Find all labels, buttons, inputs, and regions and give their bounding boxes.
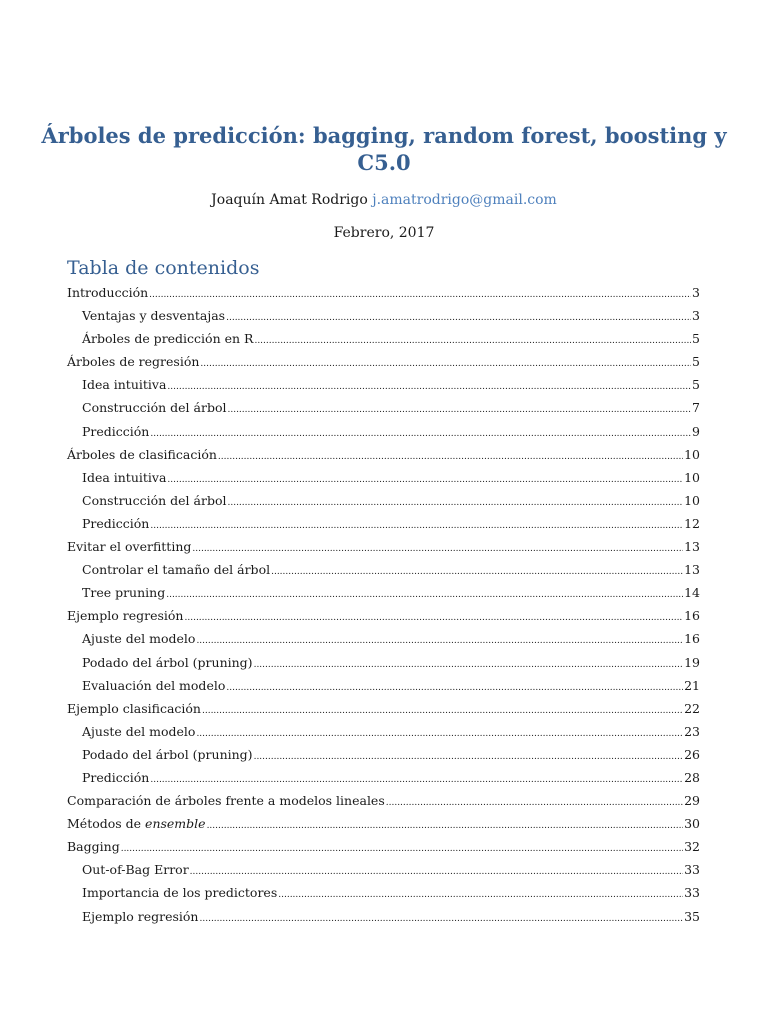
toc-entry-title: Bagging bbox=[67, 839, 120, 855]
toc-dot-leader bbox=[150, 515, 683, 538]
toc-entry-title: Ventajas y desventajas bbox=[82, 308, 226, 324]
toc-entry[interactable] bbox=[67, 905, 700, 928]
toc-dot-leader bbox=[271, 561, 683, 584]
toc-entry-page-number: 3 bbox=[692, 285, 700, 300]
toc-entry[interactable] bbox=[67, 766, 700, 789]
toc-entry-title: Construcción del árbol bbox=[82, 492, 227, 508]
toc-entry[interactable] bbox=[67, 558, 700, 581]
toc-dot-leader bbox=[207, 815, 684, 838]
toc-dot-leader bbox=[200, 908, 684, 931]
toc-entry[interactable] bbox=[67, 604, 700, 627]
toc-entry[interactable] bbox=[67, 466, 700, 489]
table-of-contents bbox=[67, 281, 700, 928]
toc-dot-leader bbox=[254, 746, 684, 769]
toc-entry-title: Predicción bbox=[82, 515, 150, 531]
toc-entry-page-number: 7 bbox=[692, 400, 700, 416]
toc-entry-title: Predicción bbox=[82, 423, 150, 439]
toc-entry[interactable] bbox=[67, 489, 700, 512]
toc-entry-title: Árboles de clasificación bbox=[67, 446, 217, 462]
toc-entry-page-number: 16 bbox=[684, 631, 700, 647]
toc-entry[interactable] bbox=[67, 327, 700, 350]
toc-entry-title: Construcción del árbol bbox=[82, 400, 227, 416]
toc-entry[interactable] bbox=[67, 835, 700, 858]
toc-entry[interactable] bbox=[67, 512, 700, 535]
toc-entry[interactable] bbox=[67, 858, 700, 881]
toc-entry[interactable] bbox=[67, 812, 700, 835]
toc-dot-leader bbox=[167, 376, 691, 399]
toc-entry-page-number: 10 bbox=[684, 469, 700, 485]
toc-entry-title: Evaluación del modelo bbox=[82, 677, 226, 693]
toc-entry-title: Ejemplo regresión bbox=[67, 608, 184, 624]
toc-dot-leader bbox=[254, 654, 684, 677]
toc-dot-leader bbox=[226, 677, 683, 700]
toc-entry[interactable] bbox=[67, 881, 700, 904]
toc-entry-title: Ejemplo clasificación bbox=[67, 700, 201, 716]
toc-entry-page-number: 13 bbox=[684, 562, 700, 578]
toc-dot-leader bbox=[200, 353, 691, 376]
toc-entry[interactable] bbox=[67, 281, 700, 304]
toc-entry-title: Introducción bbox=[67, 285, 149, 300]
toc-entry-page-number: 16 bbox=[684, 608, 700, 624]
toc-dot-leader bbox=[185, 607, 684, 630]
toc-entry[interactable] bbox=[67, 720, 700, 743]
toc-dot-leader bbox=[226, 307, 691, 330]
toc-entry[interactable] bbox=[67, 373, 700, 396]
toc-entry-page-number: 19 bbox=[684, 654, 700, 670]
toc-entry[interactable] bbox=[67, 674, 700, 697]
toc-entry[interactable] bbox=[67, 581, 700, 604]
toc-entry-title: Importancia de los predictores bbox=[82, 885, 278, 901]
toc-dot-leader bbox=[227, 399, 691, 422]
toc-entry[interactable] bbox=[67, 697, 700, 720]
toc-entry-title: Ajuste del modelo bbox=[82, 723, 196, 739]
toc-entry[interactable] bbox=[67, 420, 700, 443]
toc-entry[interactable] bbox=[67, 743, 700, 766]
toc-entry[interactable] bbox=[67, 627, 700, 650]
toc-entry-title: Ajuste del modelo bbox=[82, 631, 196, 647]
toc-entry-title: Podado del árbol (pruning) bbox=[82, 654, 253, 670]
toc-entry-page-number: 28 bbox=[684, 769, 700, 785]
toc-entry-page-number: 5 bbox=[692, 331, 700, 347]
toc-entry-title: Ejemplo regresión bbox=[82, 908, 199, 924]
toc-entry-title: Comparación de árboles frente a modelos lineales bbox=[67, 793, 385, 809]
toc-entry-page-number: 29 bbox=[684, 793, 700, 809]
author-name: Joaquín Amat Rodrigo bbox=[211, 192, 368, 208]
toc-dot-leader bbox=[121, 838, 683, 861]
toc-entry-page-number: 32 bbox=[684, 839, 700, 855]
toc-entry-page-number: 5 bbox=[692, 377, 700, 393]
toc-entry-title: Idea intuitiva bbox=[82, 377, 167, 393]
toc-dot-leader bbox=[167, 469, 683, 492]
toc-dot-leader bbox=[278, 884, 683, 907]
toc-entry[interactable] bbox=[67, 304, 700, 327]
toc-entry[interactable] bbox=[67, 443, 700, 466]
toc-entry-title: Evitar el overfitting bbox=[67, 539, 192, 555]
toc-entry-page-number: 10 bbox=[684, 492, 700, 508]
toc-dot-leader bbox=[227, 492, 683, 515]
toc-entry-page-number: 10 bbox=[684, 446, 700, 462]
toc-entry-title-emphasis: ensemble bbox=[145, 816, 206, 832]
toc-entry-title: Tree pruning bbox=[82, 585, 166, 601]
toc-entry-page-number: 14 bbox=[684, 585, 700, 601]
toc-entry-page-number: 22 bbox=[684, 700, 700, 716]
toc-entry-page-number: 23 bbox=[684, 723, 700, 739]
toc-entry[interactable] bbox=[67, 535, 700, 558]
toc-entry-page-number: 30 bbox=[684, 816, 700, 832]
toc-dot-leader bbox=[202, 700, 683, 723]
document-title: Árboles de predicción: bagging, random forest, boosting y C5.0 bbox=[41, 123, 727, 175]
document-date: Febrero, 2017 bbox=[333, 225, 435, 241]
toc-dot-leader bbox=[218, 446, 683, 469]
toc-dot-leader bbox=[254, 330, 691, 353]
toc-heading: Tabla de contenidos bbox=[67, 257, 260, 279]
toc-entry[interactable] bbox=[67, 396, 700, 419]
toc-entry-page-number: 5 bbox=[692, 354, 700, 370]
toc-entry-page-number: 33 bbox=[684, 862, 700, 878]
toc-entry-page-number: 13 bbox=[684, 539, 700, 555]
toc-entry-title: Árboles de predicción en R bbox=[82, 331, 254, 347]
toc-entry-title: Idea intuitiva bbox=[82, 469, 167, 485]
toc-entry-page-number: 12 bbox=[684, 515, 700, 531]
toc-entry-title: Métodos de ensemble bbox=[67, 816, 206, 832]
toc-entry-title: Árboles de regresión bbox=[67, 354, 200, 370]
toc-entry-page-number: 9 bbox=[692, 423, 700, 439]
toc-entry-title: Podado del árbol (pruning) bbox=[82, 746, 253, 762]
toc-entry[interactable] bbox=[67, 789, 700, 812]
toc-entry-title: Controlar el tamaño del árbol bbox=[82, 562, 271, 578]
toc-entry[interactable] bbox=[67, 350, 700, 373]
toc-entry-title: Predicción bbox=[82, 769, 150, 785]
toc-entry-page-number: 3 bbox=[692, 308, 700, 324]
toc-entry-title: Out-of-Bag Error bbox=[82, 862, 189, 878]
toc-entry-page-number: 21 bbox=[684, 677, 700, 693]
toc-dot-leader bbox=[196, 723, 683, 746]
author-email-link[interactable]: j.amatrodrigo@gmail.com bbox=[372, 192, 557, 208]
toc-entry-page-number: 33 bbox=[684, 885, 700, 901]
toc-entry-page-number: 26 bbox=[684, 746, 700, 762]
toc-dot-leader bbox=[196, 630, 683, 653]
toc-entry[interactable] bbox=[67, 651, 700, 674]
toc-entry-page-number: 35 bbox=[684, 908, 700, 924]
toc-dot-leader bbox=[150, 423, 691, 446]
toc-dot-leader bbox=[149, 284, 691, 307]
author-line bbox=[0, 191, 768, 209]
toc-dot-leader bbox=[166, 584, 683, 607]
toc-dot-leader bbox=[386, 792, 683, 815]
